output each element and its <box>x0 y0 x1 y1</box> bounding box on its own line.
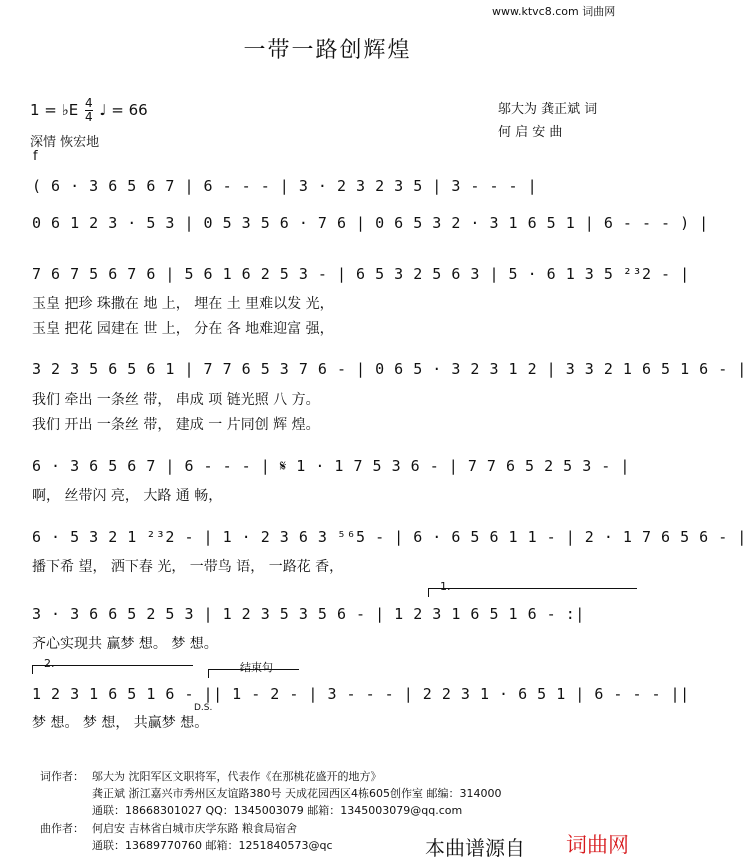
key-name: ♭E <box>61 101 79 119</box>
score-line-6: 6 · 5 3 2 1 ²³2 - | 1 · 2 3 6 3 ⁵⁶5 - | 6 · 6 5 6 1 1 - | 2 · 1 7 6 5 6 - | <box>32 528 747 546</box>
score-line-2: 0 6 1 2 3 · 5 3 | 0 5 3 5 6 · 7 6 | 0 6 5 3 2 · 3 1 6 5 1 | 6 - - - ) | <box>32 214 709 232</box>
time-signature <box>85 97 93 124</box>
footer-composer-label: 曲作者： <box>40 822 84 835</box>
site-label: www.ktvc8.com 词曲网 <box>492 5 616 18</box>
expression-mark: 深情 恢宏地 <box>30 135 100 150</box>
volta-2-bracket <box>32 665 193 674</box>
score-line-3: 7 6 7 5 6 7 6 | 5 6 1 6 2 5 3 - | 6 5 3 2 5 6 3 | 5 · 6 1 3 5 ²³2 - | <box>32 265 690 283</box>
score-line-4: 3 2 3 5 6 5 6 1 | 7 7 6 5 3 7 6 - | 0 6 5 · 3 2 3 1 2 | 3 3 2 1 6 5 1 6 - | <box>32 360 747 378</box>
lyric-line-4: 我们 开出 一条丝 带， 建成 一 片同创 辉 煌。 <box>32 417 320 433</box>
lyricist-credit: 邬大为 龚正斌 词 <box>498 102 598 117</box>
composer-credit: 何 启 安 曲 <box>498 125 563 140</box>
footer-composer-line-1: 何启安 吉林省白城市庆学东路 粮食局宿舍 <box>92 822 297 835</box>
footer-lyricist-line-2: 龚正斌 浙江嘉兴市秀州区友谊路380号 天成花园西区4栋605创作室 邮编：314000 <box>92 787 502 800</box>
volta-1-bracket <box>428 588 637 597</box>
lyric-line-8: 梦 想。 梦 想， 共赢梦 想。 <box>32 715 209 731</box>
watermark-site-name: 词曲网 <box>566 833 629 857</box>
lyric-line-3: 我们 牵出 一条丝 带， 串成 项 链光照 八 方。 <box>32 392 320 408</box>
volta-2-label: 2. <box>44 657 55 670</box>
key-prefix: 1 = <box>30 101 62 119</box>
score-line-1: ( 6 · 3 6 5 6 7 | 6 - - - | 3 · 2 3 2 3 5 | 3 - - - | <box>32 177 538 195</box>
footer-composer-line-2: 通联：13689770760 邮箱：1251840573@qc <box>92 839 333 852</box>
score-line-7: 3 · 3 6 6 5 2 5 3 | 1 2 3 5 3 5 6 - | 1 2 3 1 6 5 1 6 - :| <box>32 605 585 623</box>
score-line-5: 6 · 3 6 5 6 7 | 6 - - - | 𝄋 1 · 1 7 5 3 6 - | 7 7 6 5 2 5 3 - | <box>32 457 630 475</box>
score-line-8: 1 2 3 1 6 5 1 6 - || 1 - 2 - | 3 - - - | 2 2 3 1 · 6 5 1 | 6 - - - || <box>32 685 690 703</box>
footer-lyricist-line-1: 邬大为 沈阳军区文职将军，代表作《在那桃花盛开的地方》 <box>92 770 382 783</box>
footer-lyricist-label: 词作者： <box>40 770 84 783</box>
volta-1-label: 1. <box>440 580 451 593</box>
lyric-line-1: 玉皇 把珍 珠撒在 地 上， 埋在 土 里难以发 光， <box>32 296 334 312</box>
key-signature <box>30 97 148 124</box>
lyric-line-7: 齐心实现共 赢梦 想。 梦 想。 <box>32 636 218 652</box>
time-bottom: 4 <box>85 110 93 124</box>
dynamic-mark: f <box>33 149 38 164</box>
ds-mark: D.S. <box>194 703 213 713</box>
lyric-line-2: 玉皇 把花 园建在 世 上， 分在 各 地难迎富 强， <box>32 321 334 337</box>
tempo-mark: ♩ = 66 <box>99 101 148 119</box>
ending-label: 结束句 <box>240 661 273 674</box>
lyric-line-5: 啊， 丝带闪 亮， 大路 通 畅， <box>32 488 223 504</box>
watermark-source-text: 本曲谱源自 <box>425 836 525 860</box>
page-title: 一带一路创辉煌 <box>243 38 412 63</box>
footer-lyricist-line-3: 通联：18668301027 QQ：1345003079 邮箱：1345003079@qq.com <box>92 804 463 817</box>
time-top: 4 <box>85 96 93 110</box>
lyric-line-6: 播下希 望， 洒下春 光， 一带鸟 语， 一路花 香， <box>32 559 344 575</box>
